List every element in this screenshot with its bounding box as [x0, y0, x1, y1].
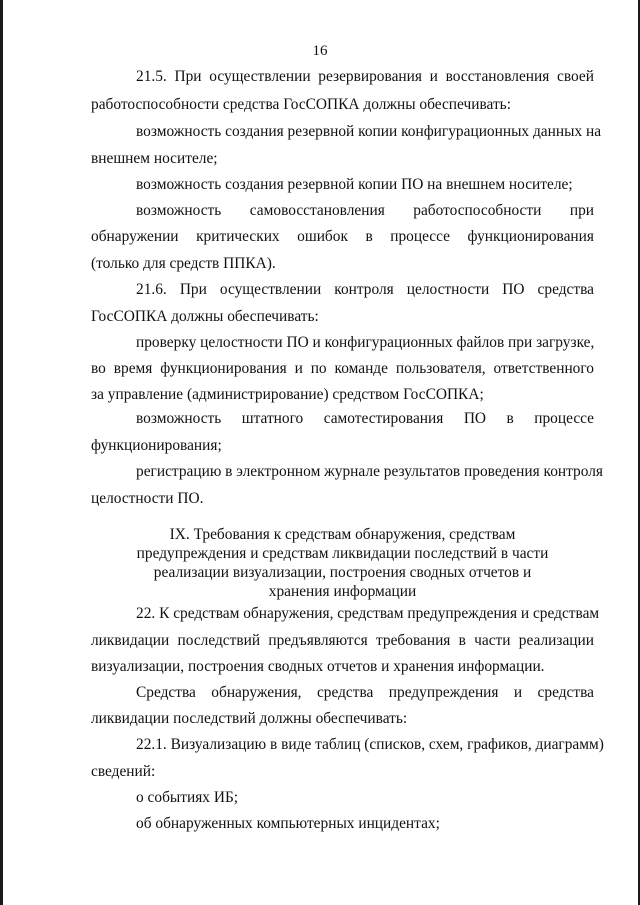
paragraph-line: 21.5. При осуществлении резервирования и восстановления своей: [136, 68, 594, 85]
paragraph-line: за управление (администрирование) средством ГосСОПКА;: [91, 386, 484, 403]
paragraph-line: ликвидации последствий предъявляются требования в части реализации: [91, 632, 594, 649]
paragraph-line: 22. К средствам обнаружения, средствам предупреждения и средствам: [136, 605, 600, 622]
paragraph-line: внешнем носителе;: [91, 150, 218, 167]
paragraph-line: целостности ПО.: [91, 490, 204, 507]
paragraph-line: работоспособности средства ГосСОПКА должны обеспечивать:: [91, 96, 511, 113]
paragraph-line: обнаружении критических ошибок в процессе функционирования: [91, 228, 594, 245]
paragraph-line: возможность самовосстановления работоспособности при: [136, 202, 594, 219]
paragraph-line: 21.6. При осуществлении контроля целостности ПО средства: [136, 281, 594, 298]
paragraph-line: возможность создания резервной копии ПО на внешнем носителе;: [136, 176, 573, 193]
scan-border-left: [0, 0, 3, 905]
paragraph-line: ликвидации последствий должны обеспечивать:: [91, 710, 408, 727]
section-heading-line: предупреждения и средствам ликвидации последствий в части: [136, 545, 549, 562]
paragraph-line: сведений:: [91, 763, 156, 780]
list-item-line: о событиях ИБ;: [136, 789, 239, 806]
paragraph-line: визуализации, построения сводных отчетов и хранения информации.: [91, 658, 545, 675]
page-number: 16: [312, 43, 328, 59]
paragraph-line: регистрацию в электронном журнале результатов проведения контроля: [136, 463, 604, 480]
section-heading-line: хранения информации: [268, 583, 417, 600]
paragraph-line: во время функционирования и по команде пользователя, ответственного: [91, 360, 594, 377]
paragraph-line: возможность создания резервной копии конфигурационных данных на: [136, 123, 602, 140]
paragraph-line: Средства обнаружения, средства предупреждения и средства: [136, 684, 594, 701]
section-heading-line: реализации визуализации, построения сводных отчетов и: [153, 564, 532, 581]
paragraph-line: проверку целостности ПО и конфигурационных файлов при загрузке,: [136, 334, 595, 351]
paragraph-line: функционирования;: [91, 437, 222, 454]
paragraph-line: (только для средств ППКА).: [91, 255, 276, 272]
paragraph-line: ГосСОПКА должны обеспечивать:: [91, 308, 319, 325]
list-item-line: об обнаруженных компьютерных инцидентах;: [136, 815, 440, 832]
paragraph-line: 22.1. Визуализацию в виде таблиц (списков, схем, графиков, диаграмм): [136, 736, 604, 753]
paragraph-line: возможность штатного самотестирования ПО в процессе: [136, 410, 594, 427]
section-heading-line: IX. Требования к средствам обнаружения, средствам: [169, 526, 516, 543]
